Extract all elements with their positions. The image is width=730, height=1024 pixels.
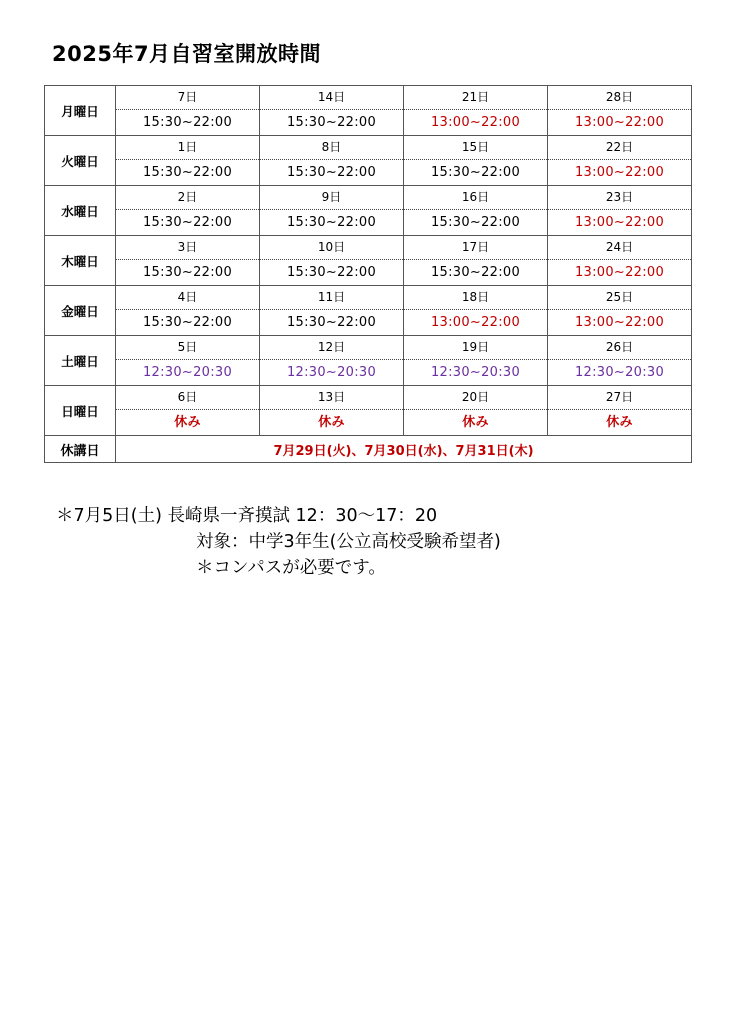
day-cell bbox=[548, 136, 692, 186]
cell-date: 17日 bbox=[404, 236, 547, 260]
cell-date: 9日 bbox=[260, 186, 403, 210]
week-row bbox=[45, 186, 692, 236]
cell-date: 11日 bbox=[260, 286, 403, 310]
cell-time: 15:30~22:00 bbox=[430, 215, 521, 230]
cell-time: 15:30~22:00 bbox=[142, 115, 233, 130]
day-cell bbox=[260, 236, 404, 286]
cell-time: 15:30~22:00 bbox=[142, 315, 233, 330]
day-cell bbox=[116, 286, 260, 336]
note-exam: ＊7月5日(土) 長崎県一斉摸試 12：30〜17：20 bbox=[56, 506, 438, 526]
cell-date: 12日 bbox=[260, 336, 403, 360]
cell-date: 15日 bbox=[404, 136, 547, 160]
day-cell bbox=[116, 336, 260, 386]
week-row bbox=[45, 386, 692, 436]
day-cell bbox=[260, 336, 404, 386]
cell-time: 15:30~22:00 bbox=[142, 165, 233, 180]
cell-date: 7日 bbox=[116, 86, 259, 110]
cell-time: 15:30~22:00 bbox=[286, 165, 377, 180]
weekday-label: 土曜日 bbox=[45, 336, 116, 386]
day-cell bbox=[404, 186, 548, 236]
holiday-label: 休講日 bbox=[45, 436, 116, 463]
cell-date: 28日 bbox=[548, 86, 691, 110]
cell-date: 20日 bbox=[404, 386, 547, 410]
cell-time: 12:30~20:30 bbox=[574, 365, 665, 380]
cell-date: 1日 bbox=[116, 136, 259, 160]
day-cell bbox=[116, 136, 260, 186]
cell-time: 15:30~22:00 bbox=[286, 215, 377, 230]
cell-time: 15:30~22:00 bbox=[430, 165, 521, 180]
cell-date: 5日 bbox=[116, 336, 259, 360]
day-cell bbox=[548, 86, 692, 136]
weekday-label: 火曜日 bbox=[45, 136, 116, 186]
cell-time: 15:30~22:00 bbox=[142, 215, 233, 230]
cell-date: 6日 bbox=[116, 386, 259, 410]
holiday-dates: 7月29日(火)、7月30日(水)、7月31日(木) bbox=[116, 436, 692, 463]
cell-time: 15:30~22:00 bbox=[142, 265, 233, 280]
weekday-label: 水曜日 bbox=[45, 186, 116, 236]
week-row bbox=[45, 136, 692, 186]
cell-date: 22日 bbox=[548, 136, 691, 160]
day-cell bbox=[260, 186, 404, 236]
day-cell bbox=[404, 386, 548, 436]
cell-time: 13:00~22:00 bbox=[574, 165, 665, 180]
day-cell bbox=[548, 186, 692, 236]
cell-date: 18日 bbox=[404, 286, 547, 310]
cell-date: 10日 bbox=[260, 236, 403, 260]
day-cell bbox=[260, 286, 404, 336]
day-cell bbox=[116, 236, 260, 286]
cell-date: 16日 bbox=[404, 186, 547, 210]
weekday-label: 木曜日 bbox=[45, 236, 116, 286]
note-compass: ＊コンパスが必要です。 bbox=[196, 558, 386, 578]
cell-date: 27日 bbox=[548, 386, 691, 410]
week-row bbox=[45, 86, 692, 136]
cell-time: 12:30~20:30 bbox=[430, 365, 521, 380]
day-cell bbox=[260, 136, 404, 186]
cell-time: 15:30~22:00 bbox=[286, 265, 377, 280]
day-cell bbox=[260, 386, 404, 436]
week-row bbox=[45, 286, 692, 336]
cell-date: 3日 bbox=[116, 236, 259, 260]
weekday-label: 月曜日 bbox=[45, 86, 116, 136]
cell-date: 25日 bbox=[548, 286, 691, 310]
cell-time: 休み bbox=[606, 415, 633, 430]
cell-time: 12:30~20:30 bbox=[286, 365, 377, 380]
page-title: 2025年7月自習室開放時間 bbox=[52, 42, 322, 66]
cell-time: 15:30~22:00 bbox=[430, 265, 521, 280]
cell-date: 14日 bbox=[260, 86, 403, 110]
cell-time: 13:00~22:00 bbox=[574, 115, 665, 130]
day-cell bbox=[548, 336, 692, 386]
cell-date: 23日 bbox=[548, 186, 691, 210]
notes bbox=[56, 503, 501, 581]
weekday-label: 金曜日 bbox=[45, 286, 116, 336]
cell-time: 12:30~20:30 bbox=[142, 365, 233, 380]
schedule-table bbox=[44, 85, 692, 463]
week-row bbox=[45, 336, 692, 386]
day-cell bbox=[404, 336, 548, 386]
day-cell bbox=[116, 386, 260, 436]
cell-time: 13:00~22:00 bbox=[574, 215, 665, 230]
cell-time: 15:30~22:00 bbox=[286, 315, 377, 330]
cell-time: 13:00~22:00 bbox=[430, 115, 521, 130]
day-cell bbox=[404, 86, 548, 136]
day-cell bbox=[404, 136, 548, 186]
cell-date: 8日 bbox=[260, 136, 403, 160]
cell-time: 休み bbox=[174, 415, 201, 430]
cell-time: 15:30~22:00 bbox=[286, 115, 377, 130]
day-cell bbox=[404, 286, 548, 336]
cell-date: 13日 bbox=[260, 386, 403, 410]
cell-time: 休み bbox=[318, 415, 345, 430]
day-cell bbox=[548, 286, 692, 336]
holiday-row bbox=[45, 436, 692, 463]
day-cell bbox=[548, 386, 692, 436]
day-cell bbox=[404, 236, 548, 286]
day-cell bbox=[260, 86, 404, 136]
cell-date: 19日 bbox=[404, 336, 547, 360]
cell-date: 2日 bbox=[116, 186, 259, 210]
week-row bbox=[45, 236, 692, 286]
cell-time: 休み bbox=[462, 415, 489, 430]
weekday-label: 日曜日 bbox=[45, 386, 116, 436]
note-target: 対象：中学3年生(公立高校受験希望者) bbox=[196, 532, 501, 552]
cell-date: 21日 bbox=[404, 86, 547, 110]
cell-date: 24日 bbox=[548, 236, 691, 260]
cell-date: 26日 bbox=[548, 336, 691, 360]
cell-time: 13:00~22:00 bbox=[574, 315, 665, 330]
cell-date: 4日 bbox=[116, 286, 259, 310]
day-cell bbox=[116, 186, 260, 236]
day-cell bbox=[548, 236, 692, 286]
day-cell bbox=[116, 86, 260, 136]
cell-time: 13:00~22:00 bbox=[430, 315, 521, 330]
cell-time: 13:00~22:00 bbox=[574, 265, 665, 280]
